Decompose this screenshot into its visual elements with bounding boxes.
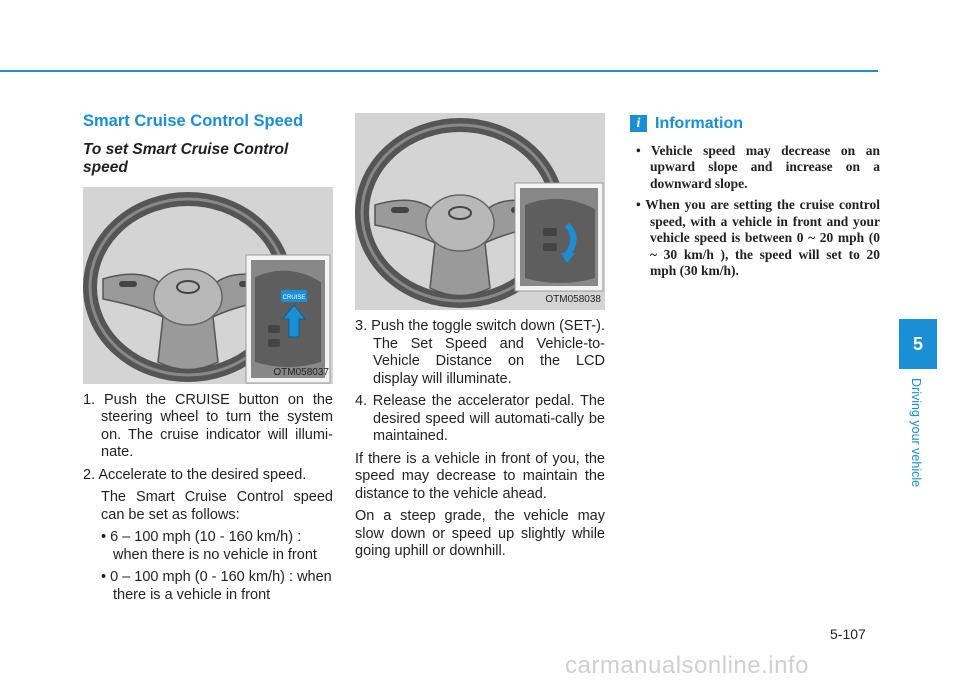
information-list: [630, 143, 880, 280]
column-3: [630, 110, 880, 285]
speed-range-list: [83, 529, 333, 604]
information-item: • When you are setting the cruise control speed, with a vehicle in front and your vehicle speed is between 0 ~ 20 mph (0 ~ 30 km/h ), the speed will set to 20 mph (30 km/h).: [636, 197, 880, 278]
speed-range-item: • 6 – 100 mph (10 - 160 km/h) : when there is no vehicle in front: [101, 529, 317, 563]
chapter-label-container: [895, 378, 935, 508]
step-4: 4. Release the accelerator pedal. The desired speed will automati-cally be maintained.: [355, 393, 605, 444]
speed-range-item: • 0 – 100 mph (0 - 160 km/h) : when there is a vehicle in front: [101, 569, 332, 603]
steering-wheel-illustration: [83, 187, 333, 384]
speed-range-intro: The Smart Cruise Control speed can be set as follows:: [101, 489, 333, 523]
information-item: • Vehicle speed may decrease on an upward slope and increase on a downward slope.: [636, 142, 880, 191]
figure-code: OTM058037: [273, 367, 329, 378]
figure-code: OTM058038: [545, 293, 601, 305]
section-title: Smart Cruise Control Speed: [83, 112, 304, 130]
cruise-button-label: CRUISE: [282, 294, 306, 301]
steps-list: [355, 318, 605, 446]
steering-wheel-figure-cruise: [83, 187, 333, 384]
information-icon: i: [630, 115, 647, 132]
information-header: [630, 115, 880, 133]
information-title: Information: [655, 115, 743, 132]
page-number: 5-107: [830, 626, 866, 642]
chapter-tab: 5: [899, 319, 937, 369]
paragraph: If there is a vehicle in front of you, the speed may decrease to maintain the distance to the vehicle ahead.: [355, 450, 605, 502]
step-2: 2. Accelerate to the desired speed.: [83, 466, 307, 483]
subheading: To set Smart Cruise Control speed: [83, 140, 289, 176]
header-rule: [0, 70, 878, 72]
steps-list: [83, 392, 333, 485]
column-1: [83, 110, 333, 609]
steering-wheel-figure-toggle: [355, 113, 605, 310]
paragraph: On a steep grade, the vehicle may slow down or speed up slightly while going uphill or downhill.: [355, 508, 605, 559]
column-2: [355, 113, 605, 566]
steering-wheel-illustration: [355, 113, 605, 310]
step-1: 1. Push the CRUISE button on the steering wheel to turn the system on. The cruise indicator will illumi-nate.: [83, 391, 333, 460]
watermark: carmanualsonline.info: [565, 652, 809, 679]
step-3: 3. Push the toggle switch down (SET-). The Set Speed and Vehicle-to-Vehicle Distance on the LCD display will illuminate.: [355, 318, 605, 387]
chapter-label: Driving your vehicle: [909, 378, 923, 488]
